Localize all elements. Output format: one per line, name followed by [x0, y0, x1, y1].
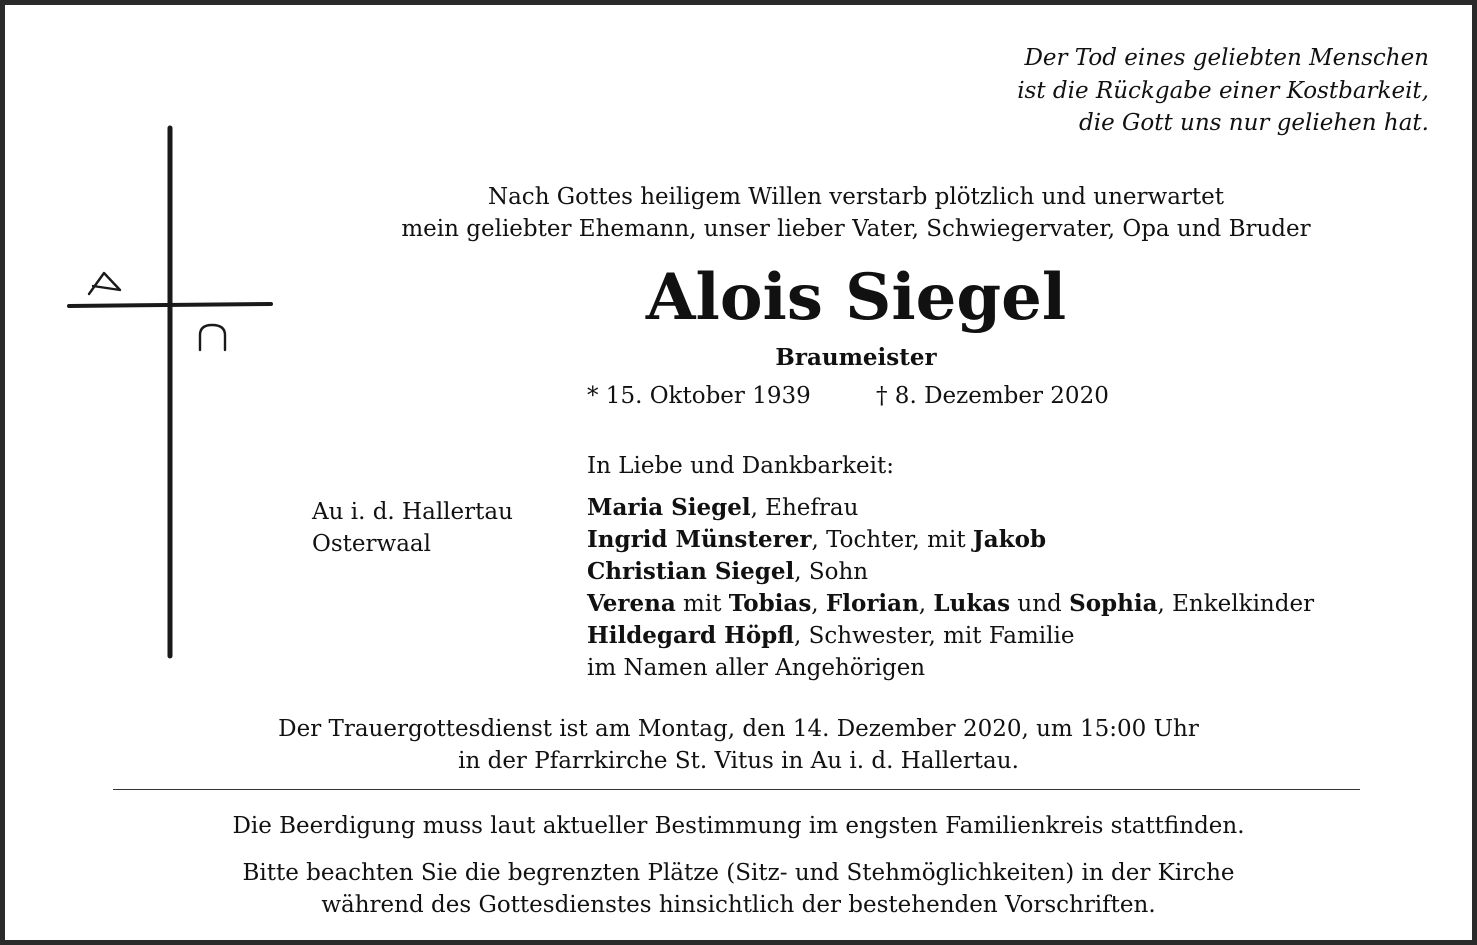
birth-date: * 15. Oktober 1939 — [587, 383, 811, 409]
mourner-line — [587, 588, 1314, 620]
mourner-name: Tobias — [728, 590, 812, 617]
death-date: † 8. Dezember 2020 — [876, 383, 1109, 409]
mourner-name: Hildegard Höpfl — [587, 622, 794, 649]
service-info — [0, 713, 1477, 777]
omega-letter-icon — [200, 325, 225, 350]
service-line: in der Pfarrkirche St. Vitus in Au i. d. Hallertau. — [458, 748, 1019, 774]
quote-line: ist die Rückgabe einer Kostbarkeit, — [1017, 77, 1429, 104]
mourner-relation: , Tochter, mit — [811, 527, 973, 553]
burial-info: Die Beerdigung muss laut aktueller Bestimmung im engsten Familienkreis stattfinden. — [232, 813, 1245, 839]
mourner-name: Lukas — [933, 590, 1011, 617]
mourner-relation: , Schwester, mit Familie — [794, 623, 1075, 649]
mourner-name: Verena — [587, 590, 676, 617]
mourner-name: Florian — [825, 590, 919, 617]
place-line: Osterwaal — [312, 531, 431, 557]
mourner-name: Jakob — [972, 526, 1047, 553]
mourner-relation: , Sohn — [794, 559, 869, 585]
mourner-relation: , Enkelkinder — [1157, 591, 1315, 617]
mourner-line — [587, 492, 1314, 524]
mourner-name: Maria Siegel — [587, 494, 751, 521]
service-line: Der Trauergottesdienst ist am Montag, den 14. Dezember 2020, um 15:00 Uhr — [278, 716, 1199, 742]
mourner-connector: und — [1010, 591, 1070, 617]
divider — [113, 789, 1360, 790]
notice-line: Bitte beachten Sie die begrenzten Plätze (Sitz- und Stehmöglichkeiten) in der Kirche — [242, 860, 1235, 886]
deceased-name: Alois Siegel — [645, 260, 1067, 335]
quote — [1017, 42, 1429, 140]
mourners-list — [587, 492, 1314, 684]
mourners-intro: In Liebe und Dankbarkeit: — [587, 453, 894, 479]
intro-line: mein geliebter Ehemann, unser lieber Vater, Schwiegervater, Opa und Bruder — [401, 216, 1311, 242]
mourners-place — [312, 496, 513, 560]
intro-line: Nach Gottes heiligem Willen verstarb plötzlich und unerwartet — [487, 184, 1225, 210]
mourner-connector: mit — [675, 591, 729, 617]
mourner-line — [587, 620, 1314, 652]
mourner-name: Sophia — [1069, 590, 1158, 617]
mourner-name: Christian Siegel — [587, 558, 795, 585]
mourner-line: im Namen aller Angehörigen — [587, 655, 926, 681]
mourner-name: Ingrid Münsterer — [587, 526, 812, 553]
quote-line: die Gott uns nur geliehen hat. — [1079, 110, 1429, 136]
mourner-line — [587, 524, 1314, 556]
intro-text — [250, 181, 1462, 245]
alpha-letter-icon — [89, 273, 120, 294]
deceased-title: Braumeister — [775, 344, 937, 371]
seating-notice — [0, 857, 1477, 921]
mourner-line — [587, 556, 1314, 588]
mourner-connector: , — [811, 591, 826, 617]
mourner-relation: , Ehefrau — [750, 495, 859, 521]
place-line: Au i. d. Hallertau — [312, 499, 513, 525]
mourner-connector: , — [918, 591, 934, 617]
notice-line: während des Gottesdienstes hinsichtlich der bestehenden Vorschriften. — [321, 892, 1156, 918]
quote-line: Der Tod eines geliebten Menschen — [1024, 45, 1429, 71]
